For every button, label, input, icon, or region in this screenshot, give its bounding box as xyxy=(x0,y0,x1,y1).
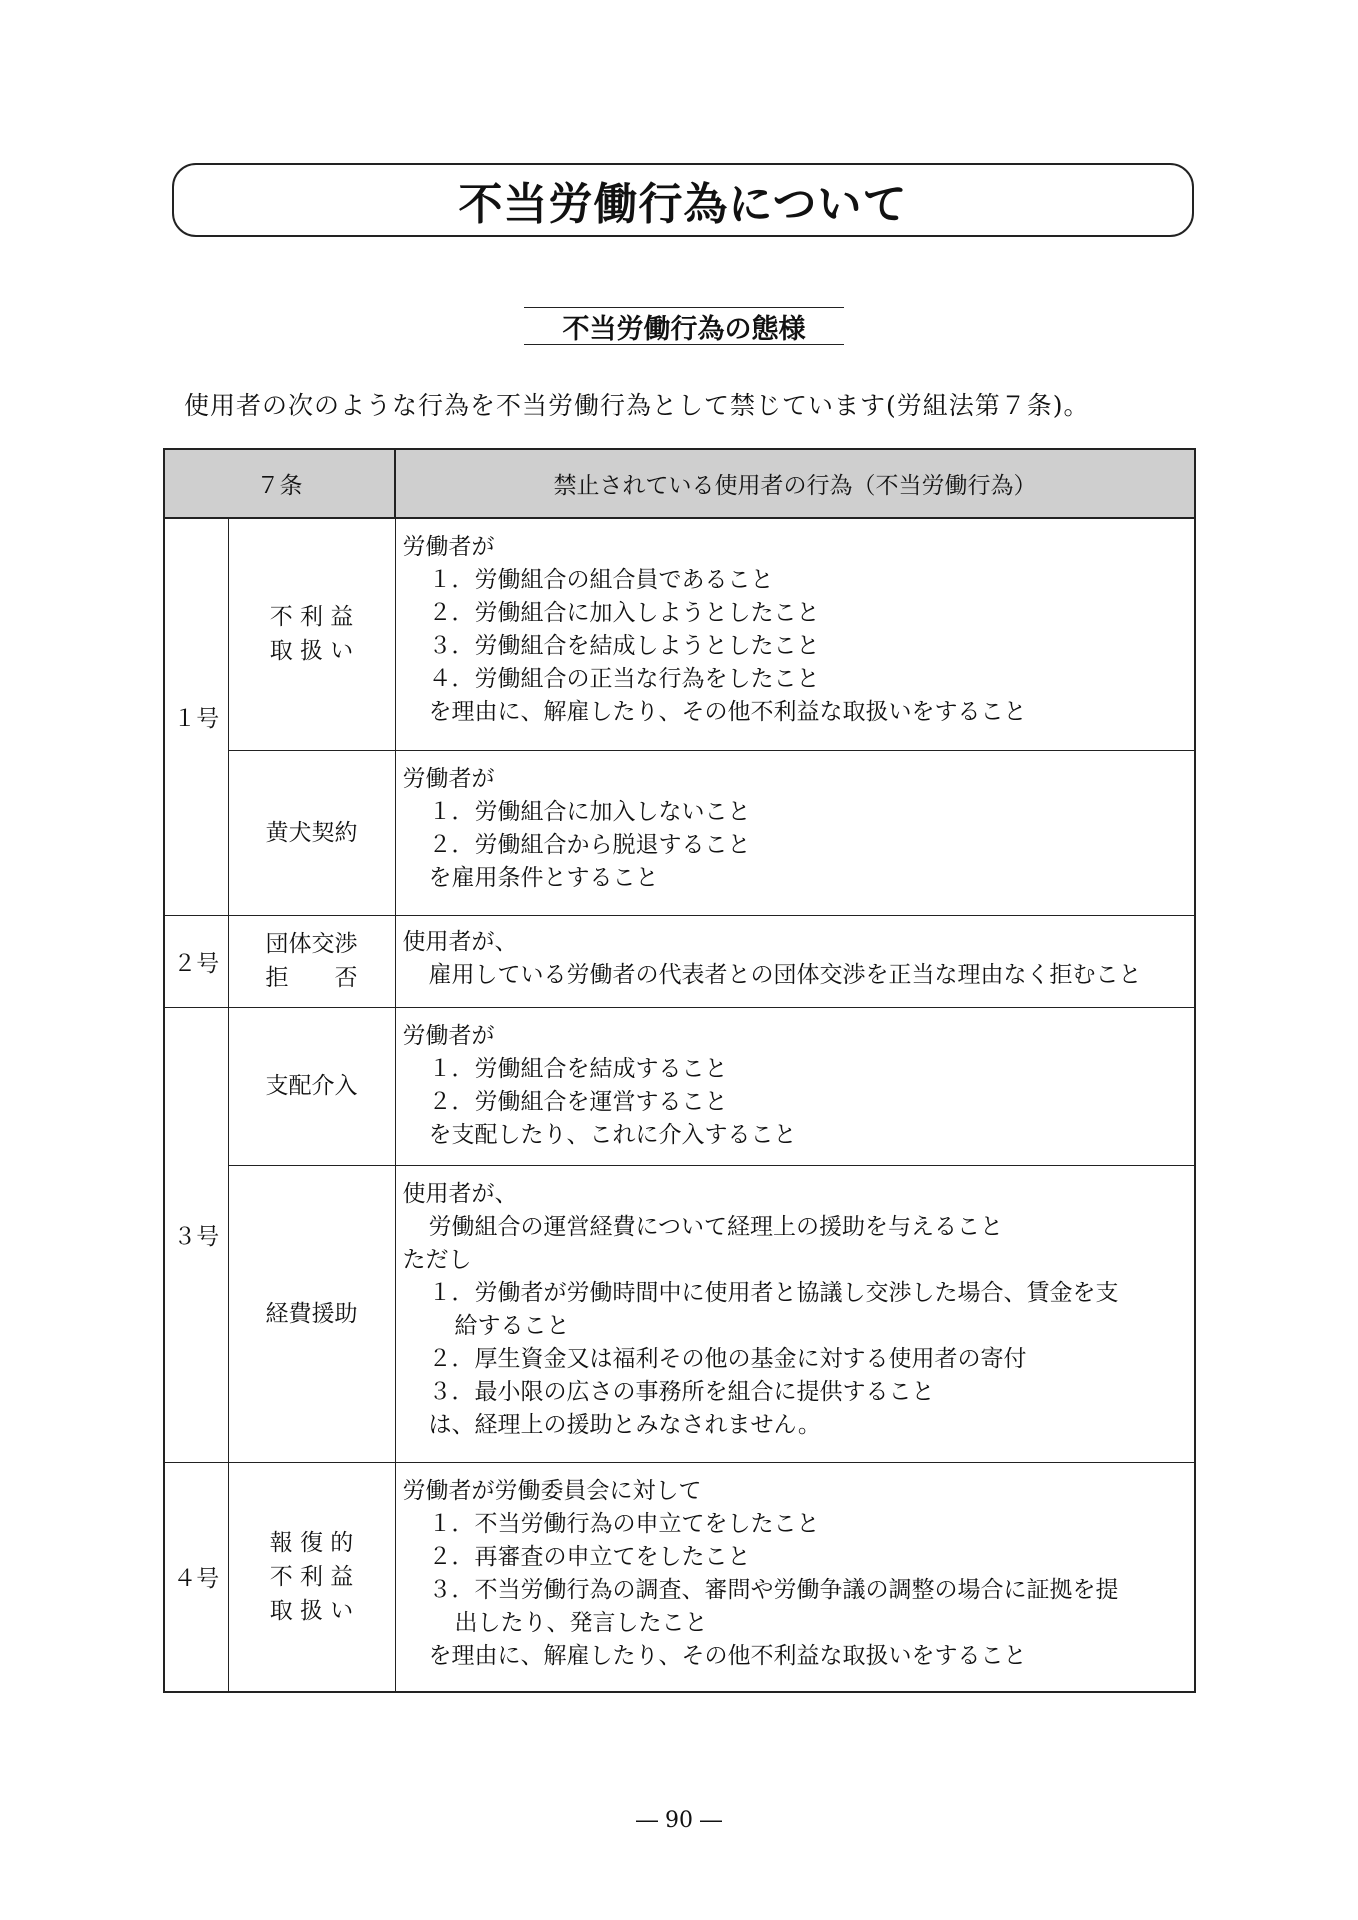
desc-line: 使用者が、 xyxy=(402,928,518,955)
desc-line: １．労働組合に加入しないこと xyxy=(428,798,751,825)
category-cell xyxy=(228,750,395,915)
desc-line: １．労働組合を結成すること xyxy=(428,1055,728,1082)
desc-line: 労働者が xyxy=(402,534,495,560)
desc-line: を理由に、解雇したり、その他不利益な取扱いをすること xyxy=(428,699,1027,725)
category-cell xyxy=(228,1007,395,1165)
table-row xyxy=(164,1165,1195,1462)
desc-line: １．不当労働行為の申立てをしたこと xyxy=(428,1510,820,1537)
desc-line: は、経理上の援助とみなされません。 xyxy=(428,1411,821,1438)
desc-line: 使用者が、 xyxy=(402,1180,518,1207)
category-cell xyxy=(228,1165,395,1462)
desc-line: ただし xyxy=(402,1246,472,1273)
unfair-labor-practice-table xyxy=(163,448,1196,1693)
article-number-label: １号 xyxy=(173,706,220,733)
description-cell xyxy=(395,1007,1195,1165)
article-number-label: ２号 xyxy=(173,950,220,977)
header-article: ７条 xyxy=(164,449,395,518)
desc-line: 給すること xyxy=(454,1312,570,1339)
header-description: 禁止されている使用者の行為（不当労働行為） xyxy=(395,449,1195,518)
intro-text: 使用者の次のような行為を不当労働行為として禁じています(労組法第７条)。 xyxy=(184,391,1090,420)
title-box xyxy=(172,163,1194,237)
desc-line: １．労働者が労働時間中に使用者と協議し交渉した場合、賃金を支 xyxy=(428,1279,1119,1306)
article-number-2 xyxy=(164,915,228,1007)
table-header-row xyxy=(164,449,1195,518)
category-line: 黄犬契約 xyxy=(265,819,358,846)
desc-line: ２．厚生資金又は福利その他の基金に対する使用者の寄付 xyxy=(428,1345,1027,1372)
article-number-3 xyxy=(164,1007,228,1462)
category-cell xyxy=(228,1462,395,1692)
category-line: 取 扱 い xyxy=(269,638,354,665)
table-row xyxy=(164,915,1195,1007)
table-row xyxy=(164,1007,1195,1165)
category-line: 支配介入 xyxy=(265,1073,358,1099)
category-cell xyxy=(228,518,395,750)
category-line: 取 扱 い xyxy=(269,1597,354,1624)
desc-line: １．労働組合の組合員であること xyxy=(428,567,774,593)
description-cell xyxy=(395,518,1195,750)
article-number-label: ３号 xyxy=(173,1224,220,1250)
desc-line: ２．労働組合に加入しようとしたこと xyxy=(428,600,820,626)
desc-line: を支配したり、これに介入すること xyxy=(428,1121,797,1148)
page-title: 不当労働行為について xyxy=(458,179,908,230)
description-cell xyxy=(395,915,1195,1007)
desc-line: 労働者が労働委員会に対して xyxy=(402,1477,702,1504)
category-line: 報 復 的 xyxy=(269,1529,354,1556)
category-cell xyxy=(228,915,395,1007)
desc-line: ３．最小限の広さの事務所を組合に提供すること xyxy=(428,1378,935,1405)
desc-line: ２．労働組合を運営すること xyxy=(428,1088,728,1115)
table-row xyxy=(164,750,1195,915)
table-row xyxy=(164,518,1195,750)
desc-line: ２．労働組合から脱退すること xyxy=(428,831,751,858)
desc-line: ３．労働組合を結成しようとしたこと xyxy=(428,633,820,659)
desc-line: を雇用条件とすること xyxy=(428,864,659,891)
desc-line: 雇用している労働者の代表者との団体交渉を正当な理由なく拒むこと xyxy=(428,961,1142,988)
article-number-label: ４号 xyxy=(173,1566,220,1593)
category-line: 経費援助 xyxy=(265,1300,358,1327)
desc-line: 労働者が xyxy=(402,1022,495,1049)
description-cell xyxy=(395,750,1195,915)
category-line: 不 利 益 xyxy=(269,604,354,631)
category-line: 不 利 益 xyxy=(269,1563,354,1590)
section-heading: 不当労働行為の態様 xyxy=(524,307,844,345)
article-number-1 xyxy=(164,518,228,915)
desc-line: を理由に、解雇したり、その他不利益な取扱いをすること xyxy=(428,1642,1027,1669)
article-number-4 xyxy=(164,1462,228,1692)
page-number: ― 90 ― xyxy=(636,1808,722,1833)
desc-line: 出したり、発言したこと xyxy=(454,1609,708,1636)
desc-line: 労働者が xyxy=(402,765,495,792)
description-cell xyxy=(395,1462,1195,1692)
category-line: 団体交渉 xyxy=(265,931,358,957)
desc-line: 労働組合の運営経費について経理上の援助を与えること xyxy=(428,1213,1004,1240)
description-cell xyxy=(395,1165,1195,1462)
desc-line: ２．再審査の申立てをしたこと xyxy=(428,1543,751,1570)
table-row xyxy=(164,1462,1195,1692)
desc-line: ３．不当労働行為の調査、審問や労働争議の調整の場合に証拠を提 xyxy=(428,1576,1119,1603)
desc-line: ４．労働組合の正当な行為をしたこと xyxy=(428,666,820,692)
category-line: 拒 否 xyxy=(265,965,358,991)
